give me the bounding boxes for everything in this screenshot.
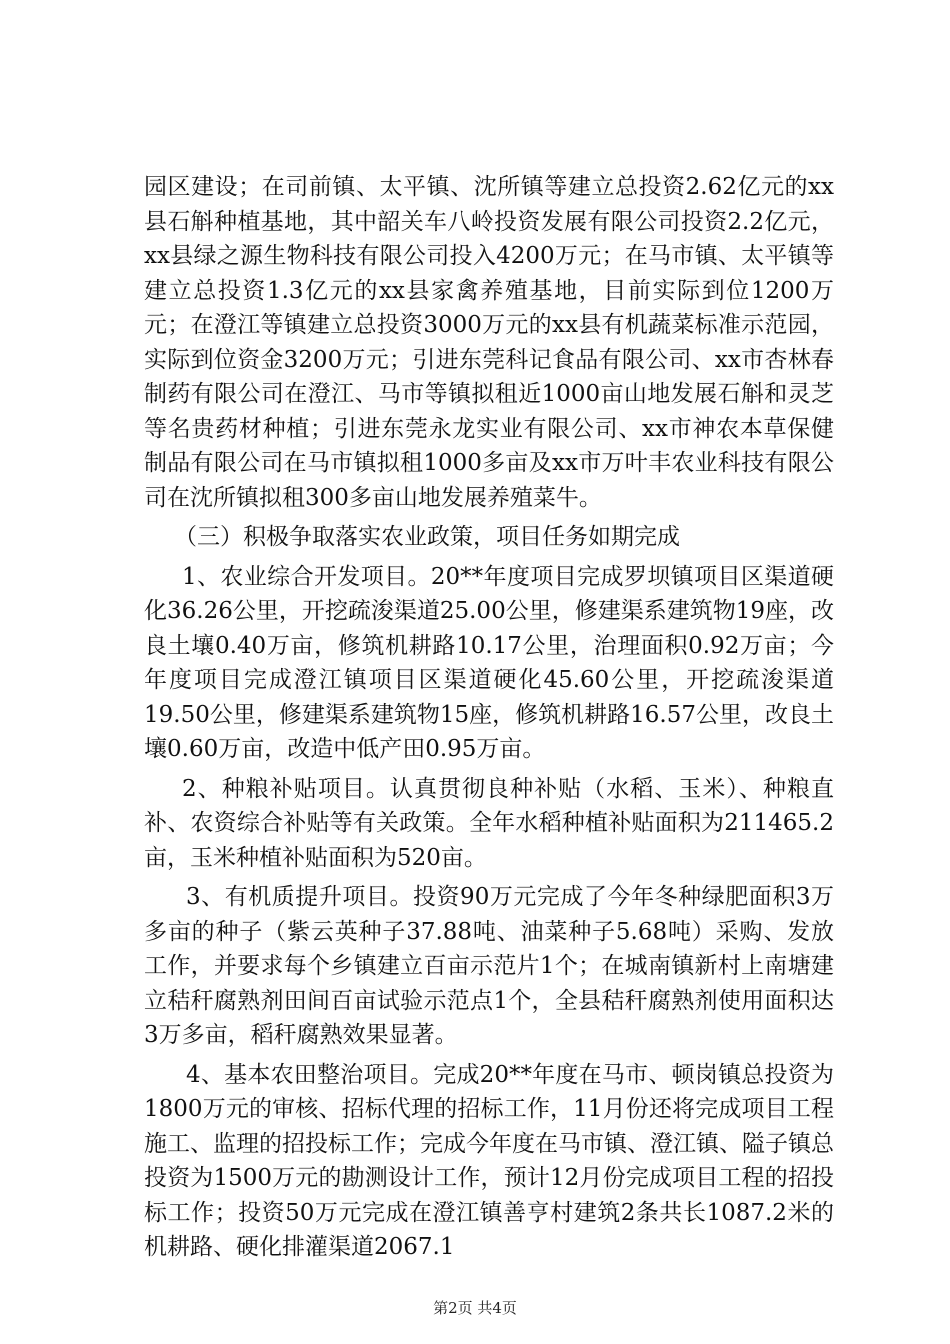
document-body xyxy=(144,170,834,1265)
paragraph-comprehensive-development: 1、农业综合开发项目。20**年度项目完成罗坝镇项目区渠道硬化36.26公里，开挖疏浚渠道25.00公里，修建渠系建筑物19座，改良土壤0.40万亩，修筑机耕路10.17公里，治理面积0.92万亩；今年度项目完成澄江镇项目区渠道硬化45.60公里，开挖疏浚渠道19.50公里，修建渠系建筑物15座，修筑机耕路16.57公里，改良土壤0.60万亩，改造中低产田0.95万亩。 xyxy=(144,563,834,762)
section-heading-agricultural-policy: （三）积极争取落实农业政策，项目任务如期完成 xyxy=(174,524,680,550)
page-number-footer: 第2页 共4页 xyxy=(433,1299,517,1317)
paragraph-farmland-improvement: 4、基本农田整治项目。完成20**年度在马市、顿岗镇总投资为1800万元的审核、招标代理的招标工作，11月份还将完成项目工程施工、监理的招投标工作；完成今年度在马市镇、澄江镇、隘子镇总投资为1500万元的勘测设计工作，预计12月份完成项目工程的招投标工作；投资50万元完成在澄江镇善亨村建筑2条共长1087.2米的机耕路、硬化排灌渠道2067.1 xyxy=(144,1061,834,1260)
paragraph-park-construction: 园区建设；在司前镇、太平镇、沈所镇等建立总投资2.62亿元的xx县石斛种植基地，其中韶关车八岭投资发展有限公司投资2.2亿元，xx县绿之源生物科技有限公司投入4200万元；在马市镇、太平镇等建立总投资1.3亿元的xx县家禽养殖基地，目前实际到位1200万元；在澄江等镇建立总投资3000万元的xx县有机蔬菜标准示范园，实际到位资金3200万元；引进东莞科记食品有限公司、xx市杏林春制药有限公司在澄江、马市等镇拟租近1000亩山地发展石斛和灵芝等名贵药材种植；引进东莞永龙实业有限公司、xx市神农本草保健制品有限公司在马市镇拟租1000多亩及xx市万叶丰农业科技有限公司在沈所镇拟租300多亩山地发展养殖菜牛。 xyxy=(144,174,834,511)
paragraph-grain-subsidy: 2、种粮补贴项目。认真贯彻良种补贴（水稻、玉米）、种粮直补、农资综合补贴等有关政策。全年水稻种植补贴面积为211465.2亩，玉米种植补贴面积为520亩。 xyxy=(144,775,834,871)
paragraph-organic-matter: 3、有机质提升项目。投资90万元完成了今年冬种绿肥面积3万多亩的种子（紫云英种子37.88吨、油菜种子5.68吨）采购、发放工作，并要求每个乡镇建立百亩示范片1个；在城南镇新村上南塘建立秸秆腐熟剂田间百亩试验示范点1个，全县秸秆腐熟剂使用面积达3万多亩，稻秆腐熟效果显著。 xyxy=(144,884,834,1048)
